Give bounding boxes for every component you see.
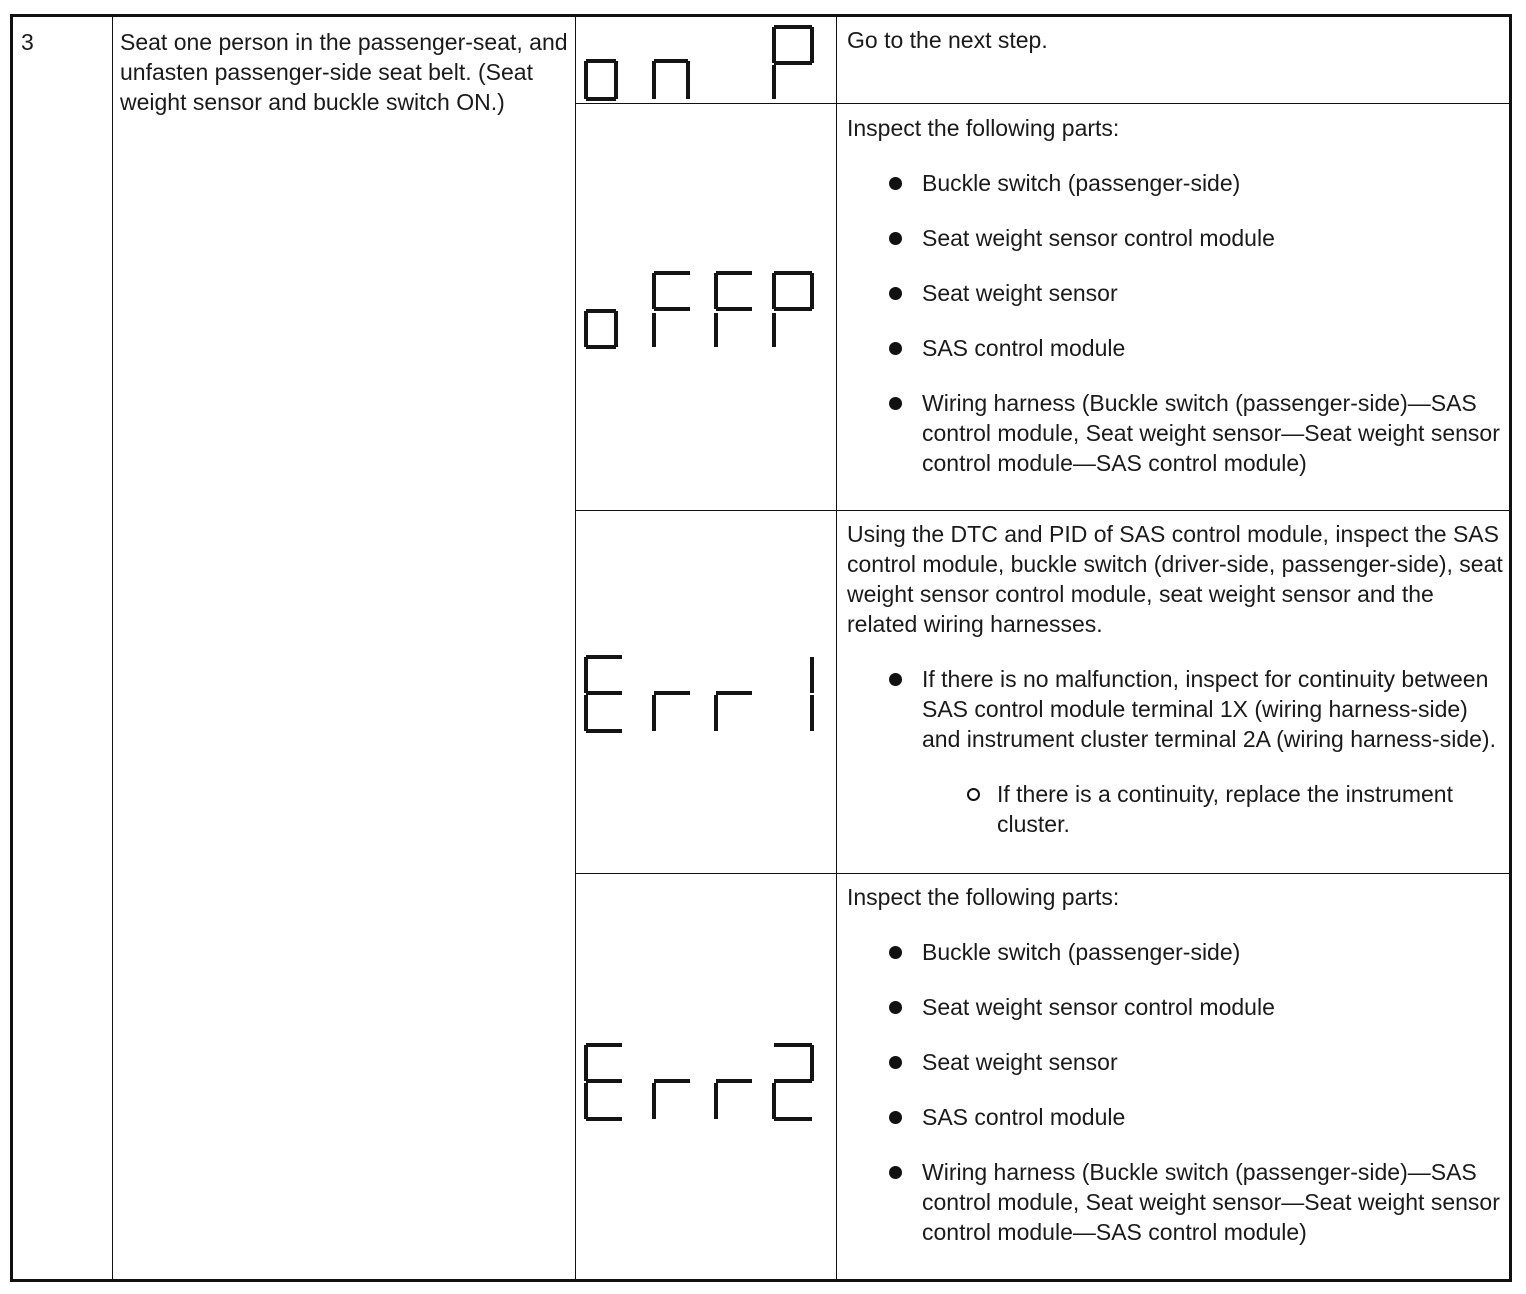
list-item-text: SAS control module (922, 1104, 1126, 1130)
bullet-icon (889, 1001, 902, 1014)
list-item (847, 278, 1507, 308)
sub-list-item-text: If there is a continuity, replace the instrument cluster. (997, 781, 1453, 837)
sub-list-item (922, 779, 1507, 839)
step-condition: Seat one person in the passenger-seat, and unfasten passenger-side seat belt. (Seat weight sensor and buckle switch ON.) (120, 29, 568, 115)
action-cell-3 (847, 519, 1507, 839)
list-item (847, 992, 1507, 1022)
seven-segment-display-icon (578, 1041, 838, 1125)
sub-list (922, 779, 1507, 839)
list-item (847, 1047, 1507, 1077)
bullet-icon (889, 397, 902, 410)
step-number: 3 (21, 29, 34, 55)
column-divider (575, 17, 576, 1279)
action-intro: Inspect the following parts: (847, 884, 1120, 910)
list-item (847, 664, 1507, 839)
seven-segment-display-icon (578, 23, 838, 103)
bullet-icon (889, 342, 902, 355)
bullet-icon (889, 287, 902, 300)
procedure-list (847, 664, 1507, 839)
action-intro: Using the DTC and PID of SAS control module, inspect the SAS control module, buckle switch (driver-side, passenger-side), seat weight sensor control module, seat weight sensor and the related wiring harnesses. (847, 521, 1503, 637)
bullet-icon (889, 1166, 902, 1179)
list-item-text: Seat weight sensor (922, 1049, 1118, 1075)
display-row-4 (578, 1041, 838, 1125)
seven-segment-display-icon (578, 269, 838, 353)
list-item-text: If there is no malfunction, inspect for continuity between SAS control module terminal 1X (wiring harness-side) and instrument cluster terminal 2A (wiring harness-side). (922, 666, 1496, 752)
ring-bullet-icon (967, 788, 980, 801)
list-item-text: Wiring harness (Buckle switch (passenger-side)—SAS control module, Seat weight sensor—Seat weight sensor control module—SAS control module) (922, 1159, 1500, 1245)
display-row-1 (578, 23, 838, 103)
row-divider (575, 103, 1509, 104)
list-item (847, 937, 1507, 967)
list-item-text: SAS control module (922, 335, 1126, 361)
action-cell-1 (847, 25, 1507, 80)
list-item (847, 168, 1507, 198)
action-intro: Inspect the following parts: (847, 115, 1120, 141)
bullet-icon (889, 673, 902, 686)
list-item (847, 1102, 1507, 1132)
list-item-text: Seat weight sensor control module (922, 225, 1275, 251)
row-divider (575, 510, 1509, 511)
column-divider (112, 17, 113, 1279)
action-cell-2 (847, 113, 1507, 478)
parts-list (847, 168, 1507, 478)
bullet-icon (889, 232, 902, 245)
list-item-text: Seat weight sensor control module (922, 994, 1275, 1020)
list-item-text: Seat weight sensor (922, 280, 1118, 306)
bullet-icon (889, 1056, 902, 1069)
action-cell-4 (847, 882, 1507, 1247)
list-item (847, 388, 1507, 478)
seven-segment-display-icon (578, 653, 838, 737)
display-row-2 (578, 269, 838, 353)
bullet-icon (889, 1111, 902, 1124)
list-item-text: Buckle switch (passenger-side) (922, 939, 1241, 965)
list-item-text: Wiring harness (Buckle switch (passenger-side)—SAS control module, Seat weight sensor—Seat weight sensor control module—SAS control module) (922, 390, 1500, 476)
diagnostic-table (10, 14, 1512, 1282)
parts-list (847, 937, 1507, 1247)
row-divider (575, 873, 1509, 874)
bullet-icon (889, 177, 902, 190)
list-item (847, 333, 1507, 363)
action-intro: Go to the next step. (847, 27, 1048, 53)
list-item (847, 1157, 1507, 1247)
list-item (847, 223, 1507, 253)
bullet-icon (889, 946, 902, 959)
list-item-text: Buckle switch (passenger-side) (922, 170, 1241, 196)
display-row-3 (578, 653, 838, 737)
